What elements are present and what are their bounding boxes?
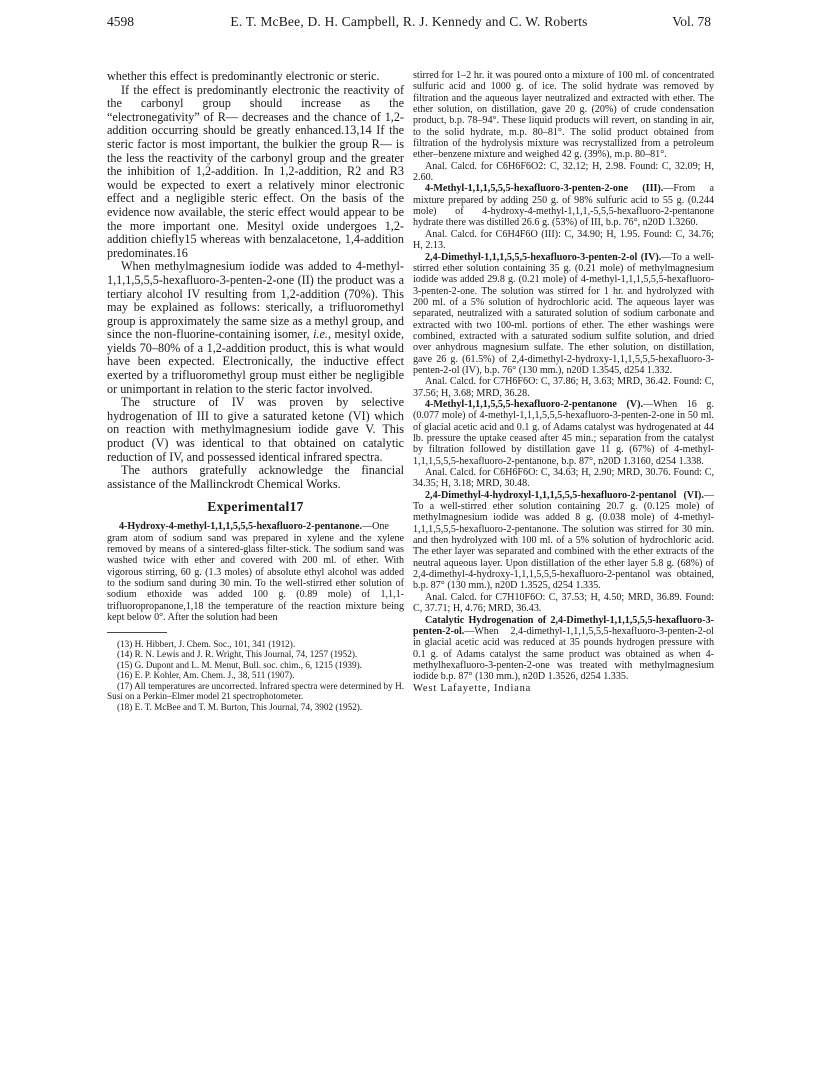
- compound-title: 2,4-Dimethyl-1,1,1,5,5,5-hexafluoro-3-penten-2-ol (IV).: [425, 251, 662, 263]
- footnote: (17) All temperatures are uncorrected. Infrared spectra were determined by H. Susi on a Perkin–Elmer model 21 spectrophotometer.: [107, 680, 404, 702]
- footnote: (13) H. Hibbert, J. Chem. Soc., 101, 341 (1912).: [117, 638, 296, 649]
- footnote: (16) E. P. Kohler, Am. Chem. J., 38, 511 (1907).: [117, 670, 295, 681]
- text-run: When methylmagnesium iodide was added to 4-methyl-1,1,1,5,5,5-hexafluoro-3-penten-2-one (II) the product was a tertiary alcohol IV resulting from 1,2-addition (70%). This may be explained as follows: sterically, a trifluoromethyl group is approximately the same size as a methyl group, and since the non-fluorine-containing isomer,: [107, 259, 404, 342]
- text-run: —One gram atom of sodium sand was prepared in xylene and the xylene removed by means of a sintered-glass filter-stick. The sodium sand was washed twice with ether and covered with 200 ml. of ether. With vigorous stirring, 60 g. (1.3 moles) of absolute ethyl alcohol was added to the sodium sand during 30 min. To the well-stirred ether solution of sodium ethoxide was added 100 g. (0.89 mole) of 1,1,1-trifluoropropanone,1,18 the temperature of the reaction mixture being kept below 0°. After the solution had been: [107, 521, 404, 624]
- left-column: [107, 70, 404, 713]
- experimental-paragraph: [413, 399, 714, 467]
- analysis-line: Anal. Calcd. for C6H6F6O2: C, 32.12; H, 2.98. Found: C, 32.09; H, 2.60.: [413, 160, 714, 184]
- compound-title: 4-Methyl-1,1,1,5,5,5-hexafluoro-2-pentanone (V).: [425, 398, 643, 410]
- right-column: [413, 70, 714, 694]
- experimental-paragraph: [413, 183, 714, 228]
- text-run: —When 16 g. (0.077 mole) of 4-methyl-1,1,1,5,5,5-hexafluoro-3-penten-2-one in 50 ml. of glacial acetic acid and 0.1 g. of Adams catalyst was hydrogenated at 44 lb. pressure the uptake ceased after 45 min.; separation from the catalyst by filtration followed by distillation gave 11 g. (67%) of 4-methyl-1,1,1,5,5,5-hexafluoro-2-pentanone, b.p. 87°, n20D 1.3160, d254 1.338.: [413, 398, 715, 467]
- experimental-paragraph: [413, 252, 714, 377]
- text-run: , mesityl oxide, yields 70–80% of a 1,2-addition product, this is what would have been expected. Electronically, the inductive effect exerted by a trifluoromethyl group must either be negligible or unimportant in relation to the steric factor involved.: [107, 327, 404, 396]
- footnote-divider: [107, 632, 167, 633]
- experimental-paragraph: [413, 490, 714, 592]
- acknowledgment: The authors gratefully acknowledge the financial assistance of the Mallinckrodt Chemical Works.: [107, 463, 404, 491]
- text-run: —To a well-stirred ether solution containing 20.7 g. (0.125 mole) of methylmagnesium iodide was added 8 g. (0.038 mole) of 4-methyl-1,1,1,5,5,5-hexafluoro-2-pentanone. The solution was stirred for 30 min. and then hydrolyzed with 100 ml. of a 5% solution of hydrochloric acid. The ether layer was separated and combined with the ether extracts of the neutral aqueous layer. Upon distillation of the ether layer 5.8 g. (68%) of 2,4-dimethyl-4-hydroxy-1,1,1,5,5,5-hexafluoro-2-pentanol was obtained, b.p. 87° (130 mm.), n20D 1.3525, d254 1.335.: [413, 489, 714, 592]
- text-run: —To a well-stirred ether solution containing 35 g. (0.21 mole) of methylmagnesium iodide was added 29.8 g. (0.21 mole) of 4-methyl-1,1,1,5,5,5-hexafluoro-3-penten-2-one. The solution was stirred for 1 hr. and hydrolyzed with 200 ml. of a 5% solution of hydrochloric acid. The aqueous layer was separated, neutralized with a saturated solution of sodium carbonate and extracted with two 100-ml. portions of ether. The ether washings were combined, extracted with a saturated sodium sulfite solution, and dried over anhydrous magnesium sulfate. The ether solution, on distillation, gave 26 g. (61.5%) of 2,4-dimethyl-2-hydroxy-1,1,1,5,5,5-hexafluoro-3-penten-2-ol (IV), b.p. 76° (130 mm.), n20D 1.3545, d254 1.332.: [413, 251, 714, 376]
- compound-title: Catalytic Hydrogenation of 2,4-Dimethyl-1,1,1,5,5,5-hexafluoro-3-penten-2-ol.: [413, 614, 714, 637]
- text-run: —From a mixture prepared by adding 250 g. of 98% sulfuric acid to 55 g. (0.244 mole) of 4-hydroxy-4-methyl-1,1,1,-5,5,5-hexafluoro-2-pentanone hydrate there was distilled 26.6 g. (53%) of III, b.p. 76°, n20D 1.3260.: [413, 183, 714, 229]
- paragraph: [107, 260, 404, 396]
- affiliation-signature: West Lafayette, Indiana: [413, 682, 532, 694]
- footnote: (15) G. Dupont and L. M. Menut, Bull. soc. chim., 6, 1215 (1939).: [117, 659, 362, 670]
- page-number: 4598: [107, 14, 134, 29]
- volume-label: Vol. 78: [672, 14, 711, 29]
- compound-title: 4-Hydroxy-4-methyl-1,1,1,5,5,5-hexafluoro-2-pentanone.: [119, 521, 362, 533]
- experimental-paragraph: [107, 521, 404, 623]
- compound-title: 2,4-Dimethyl-4-hydroxyl-1,1,1,5,5,5-hexafluoro-2-pentanol (VI).: [425, 489, 704, 501]
- experimental-paragraph: [413, 615, 714, 683]
- experimental-paragraph: stirred for 1–2 hr. it was poured onto a mixture of 100 ml. of concentrated sulfuric acid and 1000 g. of ice. The solid hydrate was removed by filtration and the aqueous layer neutralized and extracted with ether. The ether solution, on distillation, gave 20 g. (20%) of crude condensation product, b.p. 78–94°. These liquid products will revert, on standing in air, to the solid hydrate, m.p. 80–81°. The solid product obtained from filtration of the hydrolysis mixture was recrystallized from a petroleum ether–benzene mixture and weighed 42 g. (39%), m.p. 80–81°.: [413, 70, 714, 161]
- paragraph: whether this effect is predominantly electronic or steric.: [107, 69, 380, 83]
- text-run: —When 2,4-dimethyl-1,1,1,5,5,5-hexafluoro-3-penten-2-ol in glacial acetic acid was reduced at 35 pounds hydrogen pressure with 0.1 g. of Adams catalyst the same product was obtained as when 4-methylhexafluoro-3-penten-2-one was treated with methylmagnesium iodide b.p. 87° (130 mm.), n20D 1.3526, d254 1.335.: [413, 625, 714, 683]
- text-run-italic: i.e.: [313, 327, 328, 342]
- section-heading: Experimental17: [207, 499, 304, 515]
- analysis-line: Anal. Calcd. for C6H4F6O (III): C, 34.90; H, 1.95. Found: C, 34.76; H, 2.13.: [413, 228, 714, 252]
- analysis-line: Anal. Calcd. for C6H6F6O: C, 34.63; H, 2.90; MRD, 30.76. Found: C, 34.35; H, 3.18; MRD, 30.48.: [413, 467, 714, 490]
- compound-title: 4-Methyl-1,1,1,5,5,5-hexafluoro-3-penten-2-one (III).: [425, 183, 664, 195]
- footnotes: [107, 639, 404, 713]
- paragraph: If the effect is predominantly electronic the reactivity of the carbonyl group should increase as the “electronegativity” of R— decreases and the chance of 1,2-addition occurring should be greatly enhanced.13,14 If the steric factor is most important, the bulkier the group R— is the less the reactivity of the carbonyl group and the greater the inhibition of 1,2-addition. In 1,2-addition, R2 and R3 would be expected to exert a relatively minor electronic effect and a negligible steric effect. On the basis of the evidence now available, the steric effect would appear to be the more important one. Mesityl oxide undergoes 1,2-addition chiefly15 whereas with benzalacetone, 1,4-addition predominates.16: [107, 82, 404, 260]
- footnote: (14) R. N. Lewis and J. R. Wright, This Journal, 74, 1257 (1952).: [117, 649, 358, 660]
- running-header: [107, 14, 711, 34]
- paragraph: The structure of IV was proven by selective hydrogenation of III to give a saturated ketone (VI) which on reaction with methylmagnesium iodide gave V. This product (V) was identical to that obtained on catalytic reduction of IV, and possessed identical infrared spectra.: [107, 395, 404, 464]
- footnote: (18) E. T. McBee and T. M. Burton, This Journal, 74, 3902 (1952).: [117, 702, 363, 713]
- analysis-line: Anal. Calcd. for C7H10F6O: C, 37.53; H, 4.50; MRD, 36.89. Found: C, 37.71; H, 4.76; MRD, 36.43.: [413, 591, 714, 615]
- analysis-line: Anal. Calcd. for C7H6F6O: C, 37.86; H, 3.63; MRD, 36.42. Found: C, 37.56; H, 3.68; MRD, 36.28.: [413, 376, 714, 399]
- running-authors: E. T. McBee, D. H. Campbell, R. J. Kennedy and C. W. Roberts: [230, 14, 588, 29]
